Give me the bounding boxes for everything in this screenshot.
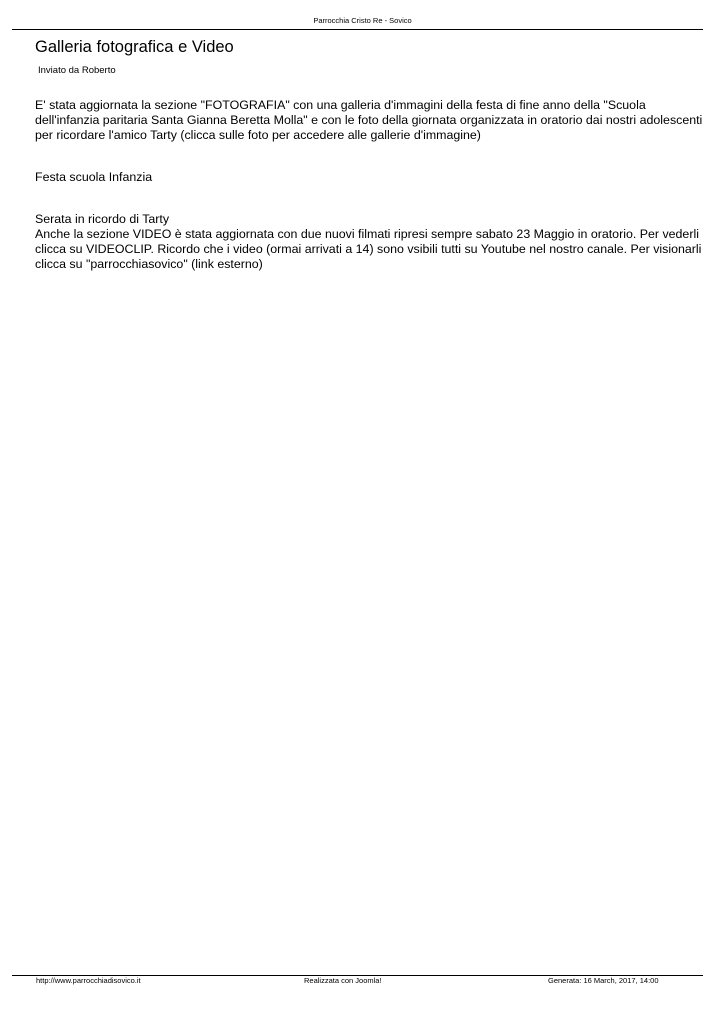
footer-site-url: http://www.parrocchiadisovico.it xyxy=(36,976,141,985)
page-title: Galleria fotografica e Video xyxy=(35,38,234,56)
footer-generated-date: Generata: 16 March, 2017, 14:00 xyxy=(548,976,659,985)
site-header: Parrocchia Cristo Re - Sovico xyxy=(313,16,412,25)
gallery-link-festa-scuola-infanzia[interactable]: Festa scuola Infanzia xyxy=(35,170,153,184)
author-line: Inviato da Roberto xyxy=(38,65,116,76)
video-paragraph: Anche la sezione VIDEO è stata aggiornata con due nuovi filmati ripresi sempre sabato 23 Maggio in oratorio. Per vederli clicca su VIDEOCLIP. Ricordo che i video (ormai arrivati a 14) sono vsibili tutti su Youtube nel nostro canale. Per visionarli clicca su "parrocchiasovico" (link esterno) xyxy=(35,227,702,271)
gallery-link-serata-tarty[interactable]: Serata in ricordo di Tarty xyxy=(35,212,170,226)
intro-paragraph: E' stata aggiornata la sezione "FOTOGRAFIA" con una galleria d'immagini della festa di fine anno della "Scuola dell'infanzia paritaria Santa Gianna Beretta Molla" e con le foto della giornata organizzata in oratorio dai nostri adolescenti per ricordare l'amico Tarty (clicca sulle foto per accedere alle gallerie d'immagine) xyxy=(35,98,703,142)
footer-powered-by: Realizzata con Joomla! xyxy=(304,976,382,985)
header-divider xyxy=(12,29,703,30)
